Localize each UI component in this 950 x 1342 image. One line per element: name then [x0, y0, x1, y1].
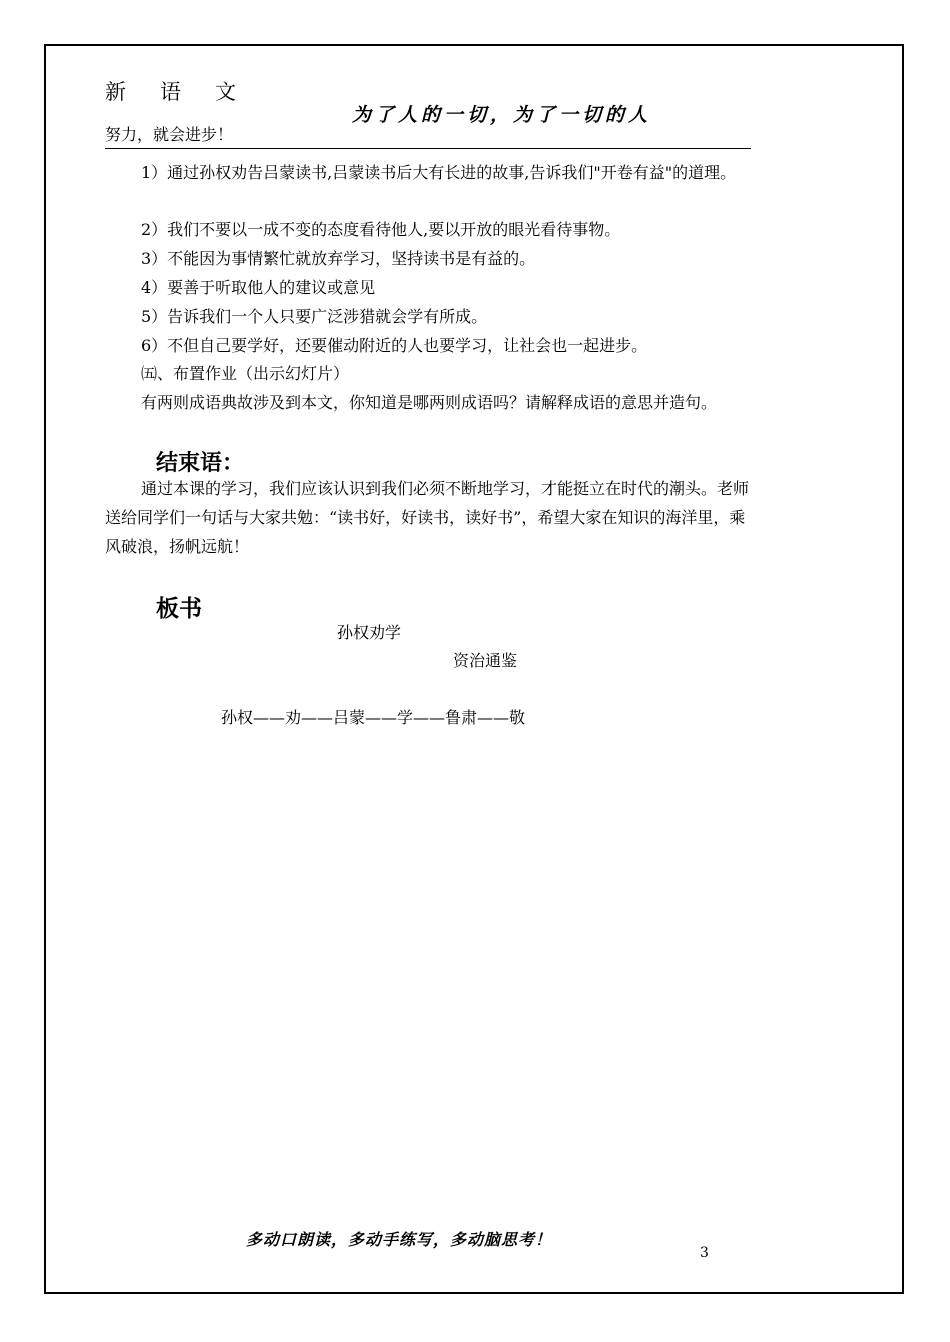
board-title: 孙权劝学	[337, 623, 402, 642]
closing-heading: 结束语：	[156, 451, 245, 476]
point-5: 5）告诉我们一个人只要广泛涉猎就会学有所成。	[141, 307, 488, 326]
homework-content: 有两则成语典故涉及到本文，你知道是哪两则成语吗？请解释成语的意思并造句。	[141, 393, 718, 412]
homework-title: ㈤、布置作业（出示幻灯片）	[141, 364, 350, 383]
point-1: 1）通过孙权劝告吕蒙读书,吕蒙读书后大有长进的故事,告诉我们"开卷有益"的道理。	[141, 163, 737, 182]
board-heading: 板书	[156, 596, 202, 622]
footer-motto: 多动口朗读，多动手练写，多动脑思考！	[246, 1230, 553, 1249]
point-6: 6）不但自己要学好，还要催动附近的人也要学习，让社会也一起进步。	[141, 336, 648, 355]
board-source: 资治通鉴	[453, 651, 518, 670]
header-divider	[105, 148, 751, 149]
header-motto: 为了人的一切，为了一切的人	[352, 104, 652, 126]
closing-content: 通过本课的学习，我们应该认识到我们必须不断地学习，才能挺立在时代的潮头。老师送给同学们一句话与大家共勉：“读书好，好读书，读好书”，希望大家在知识的海洋里，乘风破浪，扬帆远航！	[105, 479, 750, 556]
header-title: 新语文	[105, 80, 270, 104]
board-chain: 孙权——劝——吕蒙——学——鲁肃——敬	[221, 708, 526, 727]
point-2: 2）我们不要以一成不变的态度看待他人,要以开放的眼光看待事物。	[141, 220, 621, 239]
top-line-text: 努力，就会进步！	[105, 125, 234, 144]
page-number: 3	[700, 1245, 709, 1261]
point-3: 3）不能因为事情繁忙就放弃学习，坚持读书是有益的。	[141, 249, 536, 268]
point-4: 4）要善于听取他人的建议或意见	[141, 278, 376, 297]
